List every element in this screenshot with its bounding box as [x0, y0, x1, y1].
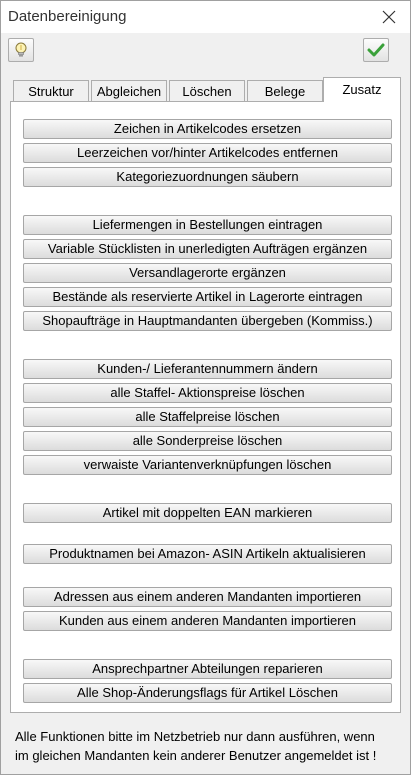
delete-shop-change-flags-button[interactable]: Alle Shop-Änderungsflags für Artikel Löschen: [23, 683, 392, 703]
delete-special-prices-button[interactable]: alle Sonderpreise löschen: [23, 431, 392, 451]
window-title: Datenbereinigung: [8, 8, 127, 25]
footer-line-2: im gleichen Mandanten kein anderer Benutzer angemeldet ist !: [15, 748, 377, 763]
help-button[interactable]: [8, 38, 34, 62]
import-customers-button[interactable]: Kunden aus einem anderen Mandanten importieren: [23, 611, 392, 631]
title-bar: [1, 1, 410, 33]
footer-line-1: Alle Funktionen bitte im Netzbetrieb nur dann ausführen, wenn: [15, 729, 375, 744]
tab-loeschen[interactable]: Löschen: [169, 80, 245, 101]
delete-orphan-variant-links-button[interactable]: verwaiste Variantenverknüpfungen löschen: [23, 455, 392, 475]
update-amazon-asin-names-button[interactable]: Produktnamen bei Amazon- ASIN Artikeln aktualisieren: [23, 544, 392, 564]
replace-chars-in-article-codes-button[interactable]: Zeichen in Artikelcodes ersetzen: [23, 119, 392, 139]
complete-shipping-locations-button[interactable]: Versandlagerorte ergänzen: [23, 263, 392, 283]
clean-category-assignments-button[interactable]: Kategoriezuordnungen säubern: [23, 167, 392, 187]
change-customer-supplier-numbers-button[interactable]: Kunden-/ Lieferantennummern ändern: [23, 359, 392, 379]
tab-belege[interactable]: Belege: [247, 80, 323, 101]
transfer-shop-orders-button[interactable]: Shopaufträge in Hauptmandanten übergeben (Kommiss.): [23, 311, 392, 331]
trim-spaces-article-codes-button[interactable]: Leerzeichen vor/hinter Artikelcodes entfernen: [23, 143, 392, 163]
tab-zusatz[interactable]: Zusatz: [323, 77, 401, 102]
tab-struktur[interactable]: Struktur: [13, 80, 89, 101]
import-addresses-button[interactable]: Adressen aus einem anderen Mandanten importieren: [23, 587, 392, 607]
lightbulb-icon: [13, 41, 29, 59]
repair-contact-departments-button[interactable]: Ansprechpartner Abteilungen reparieren: [23, 659, 392, 679]
delete-tier-promo-prices-button[interactable]: alle Staffel- Aktionspreise löschen: [23, 383, 392, 403]
close-icon: [382, 10, 396, 24]
footer-note: [15, 727, 407, 765]
stock-as-reserved-articles-button[interactable]: Bestände als reservierte Artikel in Lagerorte eintragen: [23, 287, 392, 307]
mark-duplicate-ean-button[interactable]: Artikel mit doppelten EAN markieren: [23, 503, 392, 523]
close-button[interactable]: [376, 4, 402, 30]
delete-tier-prices-button[interactable]: alle Staffelpreise löschen: [23, 407, 392, 427]
enter-delivery-quantities-button[interactable]: Liefermengen in Bestellungen eintragen: [23, 215, 392, 235]
tab-abgleichen[interactable]: Abgleichen: [91, 80, 167, 101]
complete-variable-bom-button[interactable]: Variable Stücklisten in unerledigten Aufträgen ergänzen: [23, 239, 392, 259]
tab-strip: [13, 80, 401, 102]
checkmark-icon: [367, 42, 385, 58]
tab-panel-zusatz: [10, 101, 401, 713]
confirm-button[interactable]: [363, 38, 389, 62]
